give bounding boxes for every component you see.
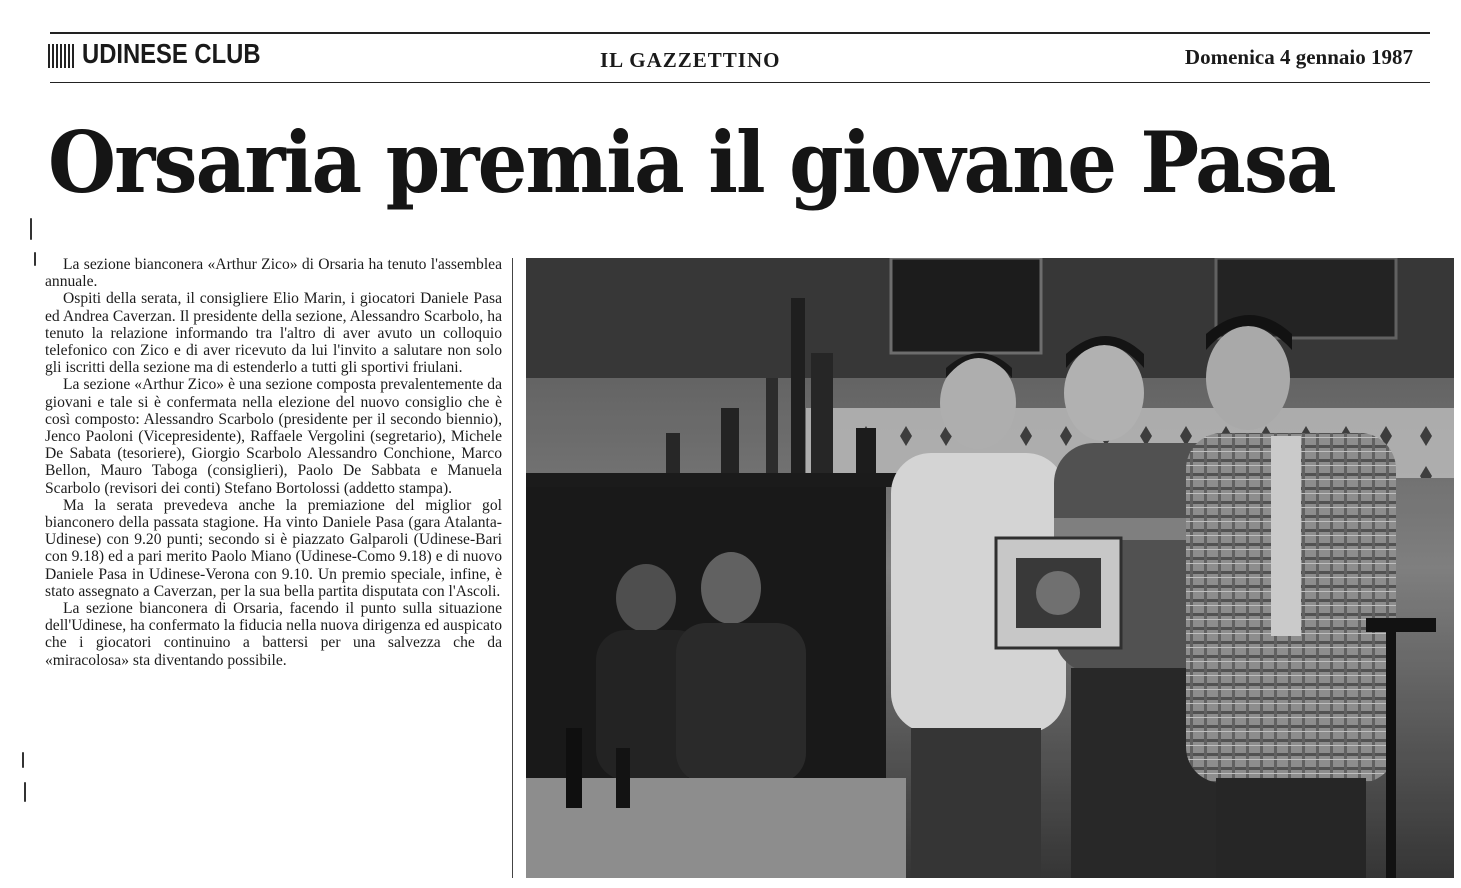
news-photo	[526, 258, 1454, 878]
article-paragraph: La sezione «Arthur Zico» è una sezione composta prevalentemente da giovani e tale si è confermata nella elezione del nuovo consiglio che è così composto: Alessandro Scarbolo (presidente per il secondo biennio), Jenco Paoloni (Vicepresidente), Raffaele Vergolini (segretario), Michele De Sabata (tesoriere), Giorgio Scarbolo Alessandro Conchione, Marco Bellon, Mauro Taboga (consiglieri), Paolo De Sabbata e Manuela Scarbolo (revisori dei conti) Stefano Bortolossi (addetto stampa).	[45, 376, 502, 497]
section-marker-icon	[48, 44, 74, 68]
article-paragraph: Ospiti della serata, il consigliere Elio Marin, i giocatori Daniele Pasa ed Andrea Caverzan. Il presidente della sezione, Alessandro Scarbolo, ha tenuto la relazione informando tra l'altro di aver avuto un colloquio telefonico con Zico e di aver ricevuto da lui l'invito a salutare non solo gli iscritti della sezione ma di estenderlo a tutti gli sportivi friulani.	[45, 290, 502, 377]
header-bottom-rule	[50, 82, 1430, 83]
article-paragraph: La sezione bianconera «Arthur Zico» di Orsaria ha tenuto l'assemblea annuale.	[45, 256, 502, 291]
article-body	[45, 256, 502, 881]
margin-mark	[34, 252, 36, 266]
margin-mark	[22, 752, 24, 768]
section-label: UDINESE CLUB	[82, 38, 261, 69]
article-paragraph: Ma la serata prevedeva anche la premiazione del miglior gol bianconero della passata stagione. Ha vinto Daniele Pasa (gara Atalanta-Udinese) con 9.20 punti; secondo si è piazzato Galparoli (Udinese-Bari con 9.18) ed a pari merito Paolo Miano (Udinese-Como 9.18) e di nuovo Daniele Pasa in Udinese-Verona con 9.10. Un premio speciale, infine, è stato assegnato a Caverzan, per la sua bella partita disputata con l'Ascoli.	[45, 496, 502, 600]
margin-mark	[30, 218, 32, 240]
column-divider	[512, 258, 513, 878]
header-top-rule	[50, 32, 1430, 34]
margin-mark	[24, 782, 26, 802]
article-paragraph: La sezione bianconera di Orsaria, facendo il punto sulla situazione dell'Udinese, ha confermato la fiducia nella nuova dirigenza ed auspicato che i giocatori continuino a battersi per una salvezza che da «miracolosa» sta diventando possibile.	[45, 600, 502, 669]
photo-illustration	[526, 258, 1454, 878]
headline: Orsaria premia il giovane Pasa	[48, 113, 1335, 212]
issue-date: Domenica 4 gennaio 1987	[1184, 45, 1413, 69]
newspaper-name: IL GAZZETTINO	[600, 48, 781, 72]
